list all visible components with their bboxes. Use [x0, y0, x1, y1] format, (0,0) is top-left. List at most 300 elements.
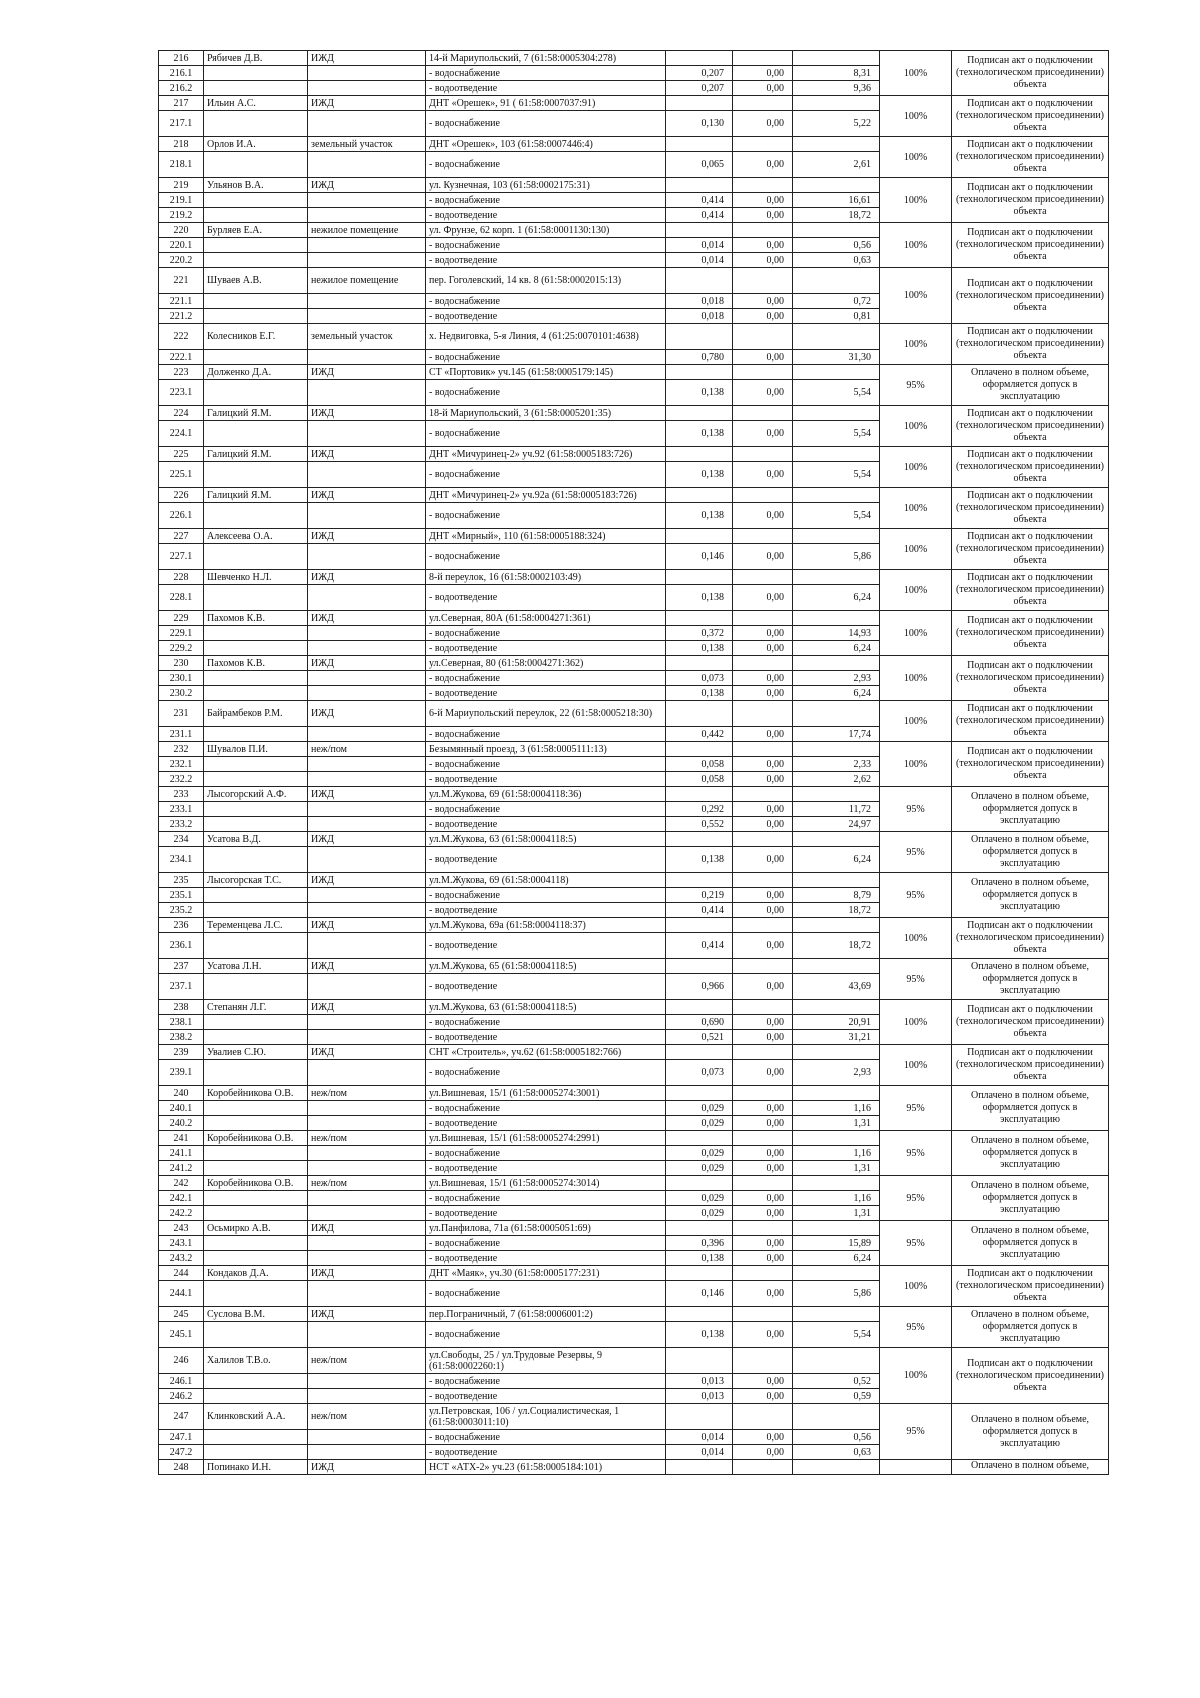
subrecord-number: 229.1: [159, 626, 204, 641]
owner-name: Кондаков Д.А.: [204, 1266, 308, 1281]
service-type: - водоснабжение: [426, 1374, 666, 1389]
completion-percent: 95%: [880, 1131, 952, 1176]
owner-name: Рябичев Д.В.: [204, 51, 308, 66]
value-cell: [733, 223, 793, 238]
empty-cell: [204, 727, 308, 742]
empty-cell: [308, 193, 426, 208]
empty-cell: [308, 1030, 426, 1045]
service-type: - водоснабжение: [426, 1015, 666, 1030]
service-type: - водоснабжение: [426, 626, 666, 641]
object-address: ул.М.Жукова, 69а (61:58:0004118:37): [426, 918, 666, 933]
reserve-value: 0,00: [733, 421, 793, 447]
status-text: Подписан акт о подключении (технологическом присоединении) объекта: [952, 1348, 1109, 1404]
value-cell: [793, 1266, 880, 1281]
value-cell: [666, 529, 733, 544]
status-text: Оплачено в полном объеме, оформляется допуск в эксплуатацию: [952, 873, 1109, 918]
value-cell: [793, 1460, 880, 1475]
object-type: ИЖД: [308, 701, 426, 727]
subrecord-number: 240.1: [159, 1101, 204, 1116]
load-value: 0,292: [666, 802, 733, 817]
empty-cell: [204, 208, 308, 223]
cost-value: 5,54: [793, 462, 880, 488]
table-row: [159, 787, 1109, 802]
cost-value: 43,69: [793, 974, 880, 1000]
cost-value: 0,56: [793, 1430, 880, 1445]
service-type: - водоснабжение: [426, 294, 666, 309]
completion-percent: 100%: [880, 51, 952, 96]
load-value: 0,138: [666, 1251, 733, 1266]
value-cell: [666, 1348, 733, 1374]
reserve-value: 0,00: [733, 152, 793, 178]
empty-cell: [308, 350, 426, 365]
cost-value: 8,31: [793, 66, 880, 81]
value-cell: [733, 1131, 793, 1146]
completion-percent: 100%: [880, 742, 952, 787]
reserve-value: 0,00: [733, 847, 793, 873]
service-type: - водоснабжение: [426, 380, 666, 406]
empty-cell: [204, 974, 308, 1000]
subrecord-number: 223.1: [159, 380, 204, 406]
service-type: - водоснабжение: [426, 152, 666, 178]
subrecord-number: 247.2: [159, 1445, 204, 1460]
value-cell: [666, 1221, 733, 1236]
empty-cell: [308, 727, 426, 742]
load-value: 0,138: [666, 847, 733, 873]
service-type: - водоснабжение: [426, 503, 666, 529]
value-cell: [733, 488, 793, 503]
value-cell: [733, 1404, 793, 1430]
service-type: - водоснабжение: [426, 1191, 666, 1206]
reserve-value: 0,00: [733, 1101, 793, 1116]
empty-cell: [308, 380, 426, 406]
cost-value: 31,30: [793, 350, 880, 365]
value-cell: [733, 96, 793, 111]
reserve-value: 0,00: [733, 1389, 793, 1404]
service-type: - водоотведение: [426, 1116, 666, 1131]
record-number: 243: [159, 1221, 204, 1236]
owner-name: Галицкий Я.М.: [204, 488, 308, 503]
status-text: Подписан акт о подключении (технологическом присоединении) объекта: [952, 51, 1109, 96]
subrecord-number: 229.2: [159, 641, 204, 656]
reserve-value: 0,00: [733, 380, 793, 406]
object-type: неж/пом: [308, 742, 426, 757]
empty-cell: [308, 1206, 426, 1221]
table-row: [159, 959, 1109, 974]
object-type: нежилое помещение: [308, 223, 426, 238]
object-address: ул.М.Жукова, 69 (61:58:0004118): [426, 873, 666, 888]
value-cell: [733, 1221, 793, 1236]
empty-cell: [204, 380, 308, 406]
object-type: ИЖД: [308, 447, 426, 462]
value-cell: [793, 1176, 880, 1191]
subrecord-number: 226.1: [159, 503, 204, 529]
subrecord-number: 238.1: [159, 1015, 204, 1030]
completion-percent: [880, 1460, 952, 1475]
value-cell: [666, 1176, 733, 1191]
table-row: [159, 1460, 1109, 1475]
empty-cell: [204, 81, 308, 96]
subrecord-number: 247.1: [159, 1430, 204, 1445]
status-text: Подписан акт о подключении (технологическом присоединении) объекта: [952, 529, 1109, 570]
empty-cell: [204, 888, 308, 903]
subrecord-number: 238.2: [159, 1030, 204, 1045]
load-value: 0,442: [666, 727, 733, 742]
load-value: 0,372: [666, 626, 733, 641]
subrecord-number: 216.2: [159, 81, 204, 96]
empty-cell: [204, 1430, 308, 1445]
object-type: ИЖД: [308, 365, 426, 380]
owner-name: Байрамбеков Р.М.: [204, 701, 308, 727]
empty-cell: [308, 1146, 426, 1161]
object-type: нежилое помещение: [308, 268, 426, 294]
value-cell: [733, 268, 793, 294]
service-type: - водоотведение: [426, 903, 666, 918]
empty-cell: [204, 1015, 308, 1030]
table-row: [159, 1266, 1109, 1281]
empty-cell: [204, 1322, 308, 1348]
empty-cell: [204, 152, 308, 178]
value-cell: [733, 959, 793, 974]
cost-value: 18,72: [793, 208, 880, 223]
reserve-value: 0,00: [733, 294, 793, 309]
service-type: - водоснабжение: [426, 238, 666, 253]
value-cell: [793, 959, 880, 974]
owner-name: Коробейникова О.В.: [204, 1086, 308, 1101]
value-cell: [733, 1307, 793, 1322]
service-type: - водоотведение: [426, 686, 666, 701]
owner-name: Степанян Л.Г.: [204, 1000, 308, 1015]
reserve-value: 0,00: [733, 1116, 793, 1131]
subrecord-number: 220.1: [159, 238, 204, 253]
service-type: - водоснабжение: [426, 111, 666, 137]
empty-cell: [308, 1374, 426, 1389]
cost-value: 0,59: [793, 1389, 880, 1404]
service-type: - водоснабжение: [426, 888, 666, 903]
service-type: - водоотведение: [426, 1389, 666, 1404]
empty-cell: [204, 1236, 308, 1251]
completion-percent: 95%: [880, 1307, 952, 1348]
object-type: ИЖД: [308, 787, 426, 802]
value-cell: [666, 365, 733, 380]
value-cell: [793, 1307, 880, 1322]
load-value: 0,552: [666, 817, 733, 832]
record-number: 235: [159, 873, 204, 888]
load-value: 0,219: [666, 888, 733, 903]
owner-name: Галицкий Я.М.: [204, 406, 308, 421]
table-row: [159, 1348, 1109, 1374]
cost-value: 6,24: [793, 641, 880, 656]
table-row: [159, 488, 1109, 503]
table-row: [159, 365, 1109, 380]
value-cell: [666, 1086, 733, 1101]
record-number: 244: [159, 1266, 204, 1281]
value-cell: [733, 656, 793, 671]
object-address: ул.М.Жукова, 69 (61:58:0004118:36): [426, 787, 666, 802]
empty-cell: [204, 757, 308, 772]
load-value: 0,414: [666, 208, 733, 223]
reserve-value: 0,00: [733, 585, 793, 611]
value-cell: [666, 178, 733, 193]
value-cell: [793, 832, 880, 847]
subrecord-number: 221.1: [159, 294, 204, 309]
record-number: 237: [159, 959, 204, 974]
value-cell: [733, 570, 793, 585]
completion-percent: 100%: [880, 447, 952, 488]
status-text: Оплачено в полном объеме,: [952, 1460, 1109, 1475]
owner-name: Лысогорская Т.С.: [204, 873, 308, 888]
status-text: Подписан акт о подключении (технологическом присоединении) объекта: [952, 268, 1109, 324]
status-text: Оплачено в полном объеме, оформляется допуск в эксплуатацию: [952, 1221, 1109, 1266]
value-cell: [733, 918, 793, 933]
status-text: Подписан акт о подключении (технологическом присоединении) объекта: [952, 1045, 1109, 1086]
record-number: 247: [159, 1404, 204, 1430]
reserve-value: 0,00: [733, 1015, 793, 1030]
object-address: СТ «Портовик» уч.145 (61:58:0005179:145): [426, 365, 666, 380]
value-cell: [666, 137, 733, 152]
owner-name: Шувалов П.И.: [204, 742, 308, 757]
table-row: [159, 137, 1109, 152]
service-type: - водоснабжение: [426, 727, 666, 742]
status-text: Подписан акт о подключении (технологическом присоединении) объекта: [952, 570, 1109, 611]
load-value: 0,138: [666, 1322, 733, 1348]
object-address: пер.Пограничный, 7 (61:58:0006001:2): [426, 1307, 666, 1322]
record-number: 234: [159, 832, 204, 847]
table-row: [159, 96, 1109, 111]
object-type: ИЖД: [308, 1460, 426, 1475]
cost-value: 2,61: [793, 152, 880, 178]
load-value: 0,521: [666, 1030, 733, 1045]
reserve-value: 0,00: [733, 1281, 793, 1307]
subrecord-number: 235.2: [159, 903, 204, 918]
table-row: [159, 178, 1109, 193]
value-cell: [733, 51, 793, 66]
reserve-value: 0,00: [733, 309, 793, 324]
subrecord-number: 228.1: [159, 585, 204, 611]
object-type: ИЖД: [308, 529, 426, 544]
table-row: [159, 1000, 1109, 1015]
status-text: Подписан акт о подключении (технологическом присоединении) объекта: [952, 701, 1109, 742]
completion-percent: 95%: [880, 873, 952, 918]
load-value: 0,207: [666, 81, 733, 96]
load-value: 0,130: [666, 111, 733, 137]
owner-name: Лысогорский А.Ф.: [204, 787, 308, 802]
object-type: неж/пом: [308, 1176, 426, 1191]
value-cell: [666, 701, 733, 727]
empty-cell: [308, 888, 426, 903]
object-address: ДНТ «Мичуринец-2» уч.92а (61:58:0005183:726): [426, 488, 666, 503]
record-number: 226: [159, 488, 204, 503]
service-type: - водоотведение: [426, 1206, 666, 1221]
completion-percent: 100%: [880, 178, 952, 223]
object-address: ДНТ «Мирный», 110 (61:58:0005188:324): [426, 529, 666, 544]
owner-name: Орлов И.А.: [204, 137, 308, 152]
empty-cell: [204, 671, 308, 686]
service-type: - водоснабжение: [426, 1322, 666, 1348]
cost-value: 1,31: [793, 1161, 880, 1176]
table-row: [159, 51, 1109, 66]
value-cell: [793, 656, 880, 671]
reserve-value: 0,00: [733, 1374, 793, 1389]
value-cell: [793, 178, 880, 193]
load-value: 0,138: [666, 641, 733, 656]
record-number: 236: [159, 918, 204, 933]
record-number: 230: [159, 656, 204, 671]
object-address: ДНТ «Мичуринец-2» уч.92 (61:58:0005183:726): [426, 447, 666, 462]
subrecord-number: 227.1: [159, 544, 204, 570]
empty-cell: [204, 1191, 308, 1206]
object-address: ДНТ «Маяк», уч.30 (61:58:0005177:231): [426, 1266, 666, 1281]
status-text: Оплачено в полном объеме, оформляется допуск в эксплуатацию: [952, 1131, 1109, 1176]
reserve-value: 0,00: [733, 208, 793, 223]
load-value: 0,058: [666, 772, 733, 787]
object-address: ДНТ «Орешек», 103 (61:58:0007446:4): [426, 137, 666, 152]
empty-cell: [204, 585, 308, 611]
owner-name: Попинако И.Н.: [204, 1460, 308, 1475]
record-number: 228: [159, 570, 204, 585]
load-value: 0,414: [666, 933, 733, 959]
value-cell: [666, 832, 733, 847]
completion-percent: 100%: [880, 223, 952, 268]
service-type: - водоснабжение: [426, 802, 666, 817]
reserve-value: 0,00: [733, 1445, 793, 1460]
status-text: Подписан акт о подключении (технологическом присоединении) объекта: [952, 324, 1109, 365]
value-cell: [733, 1176, 793, 1191]
cost-value: 6,24: [793, 847, 880, 873]
status-text: Оплачено в полном объеме, оформляется допуск в эксплуатацию: [952, 959, 1109, 1000]
completion-percent: 95%: [880, 1086, 952, 1131]
subrecord-number: 245.1: [159, 1322, 204, 1348]
subrecord-number: 221.2: [159, 309, 204, 324]
object-address: 6-й Мариупольский переулок, 22 (61:58:0005218:30): [426, 701, 666, 727]
service-type: - водоотведение: [426, 1161, 666, 1176]
reserve-value: 0,00: [733, 727, 793, 742]
value-cell: [793, 406, 880, 421]
cost-value: 5,54: [793, 503, 880, 529]
object-type: ИЖД: [308, 832, 426, 847]
empty-cell: [204, 626, 308, 641]
subrecord-number: 242.2: [159, 1206, 204, 1221]
value-cell: [666, 1045, 733, 1060]
empty-cell: [204, 1445, 308, 1460]
owner-name: Усатова В.Д.: [204, 832, 308, 847]
completion-percent: 100%: [880, 268, 952, 324]
cost-value: 31,21: [793, 1030, 880, 1045]
empty-cell: [308, 686, 426, 701]
cost-value: 11,72: [793, 802, 880, 817]
service-type: - водоснабжение: [426, 544, 666, 570]
cost-value: 16,61: [793, 193, 880, 208]
subrecord-number: 220.2: [159, 253, 204, 268]
owner-name: Усатова Л.Н.: [204, 959, 308, 974]
object-type: неж/пом: [308, 1131, 426, 1146]
empty-cell: [308, 81, 426, 96]
value-cell: [666, 742, 733, 757]
value-cell: [666, 1307, 733, 1322]
completion-percent: 100%: [880, 1000, 952, 1045]
service-type: - водоснабжение: [426, 1236, 666, 1251]
cost-value: 1,16: [793, 1101, 880, 1116]
subrecord-number: 246.2: [159, 1389, 204, 1404]
value-cell: [666, 447, 733, 462]
cost-value: 0,56: [793, 238, 880, 253]
value-cell: [733, 529, 793, 544]
status-text: Оплачено в полном объеме, оформляется допуск в эксплуатацию: [952, 832, 1109, 873]
empty-cell: [308, 641, 426, 656]
value-cell: [666, 570, 733, 585]
completion-percent: 100%: [880, 406, 952, 447]
empty-cell: [308, 933, 426, 959]
load-value: 0,029: [666, 1206, 733, 1221]
value-cell: [793, 529, 880, 544]
value-cell: [793, 1131, 880, 1146]
service-type: - водоотведение: [426, 933, 666, 959]
record-number: 239: [159, 1045, 204, 1060]
service-type: - водоснабжение: [426, 1060, 666, 1086]
completion-percent: 100%: [880, 1045, 952, 1086]
empty-cell: [204, 847, 308, 873]
value-cell: [793, 873, 880, 888]
empty-cell: [308, 757, 426, 772]
status-text: Подписан акт о подключении (технологическом присоединении) объекта: [952, 96, 1109, 137]
load-value: 0,018: [666, 294, 733, 309]
object-type: ИЖД: [308, 570, 426, 585]
empty-cell: [308, 152, 426, 178]
reserve-value: 0,00: [733, 1206, 793, 1221]
reserve-value: 0,00: [733, 193, 793, 208]
value-cell: [733, 365, 793, 380]
value-cell: [733, 832, 793, 847]
subrecord-number: 219.1: [159, 193, 204, 208]
status-text: Подписан акт о подключении (технологическом присоединении) объекта: [952, 406, 1109, 447]
record-number: 225: [159, 447, 204, 462]
empty-cell: [308, 462, 426, 488]
empty-cell: [308, 309, 426, 324]
value-cell: [666, 324, 733, 350]
object-address: ул.М.Жукова, 63 (61:58:0004118:5): [426, 832, 666, 847]
owner-name: Колесников Е.Г.: [204, 324, 308, 350]
table-row: [159, 1307, 1109, 1322]
table-row: [159, 918, 1109, 933]
value-cell: [733, 787, 793, 802]
status-text: Подписан акт о подключении (технологическом присоединении) объекта: [952, 1266, 1109, 1307]
load-value: 0,396: [666, 1236, 733, 1251]
load-value: 0,073: [666, 1060, 733, 1086]
table-row: [159, 570, 1109, 585]
load-value: 0,014: [666, 238, 733, 253]
load-value: 0,138: [666, 421, 733, 447]
subrecord-number: 243.1: [159, 1236, 204, 1251]
value-cell: [793, 787, 880, 802]
empty-cell: [308, 1191, 426, 1206]
subrecord-number: 241.1: [159, 1146, 204, 1161]
empty-cell: [308, 626, 426, 641]
status-text: Оплачено в полном объеме, оформляется допуск в эксплуатацию: [952, 1307, 1109, 1348]
object-address: ДНТ «Орешек», 91 ( 61:58:0007037:91): [426, 96, 666, 111]
cost-value: 6,24: [793, 686, 880, 701]
object-address: ул.Вишневая, 15/1 (61:58:0005274:2991): [426, 1131, 666, 1146]
object-type: неж/пом: [308, 1086, 426, 1101]
subrecord-number: 230.2: [159, 686, 204, 701]
subrecord-number: 225.1: [159, 462, 204, 488]
value-cell: [733, 1000, 793, 1015]
owner-name: Увалиев С.Ю.: [204, 1045, 308, 1060]
table-row: [159, 1404, 1109, 1430]
subrecord-number: 217.1: [159, 111, 204, 137]
object-address: 14-й Мариупольский, 7 (61:58:0005304:278): [426, 51, 666, 66]
object-type: ИЖД: [308, 656, 426, 671]
service-type: - водоснабжение: [426, 421, 666, 447]
service-type: - водоснабжение: [426, 757, 666, 772]
